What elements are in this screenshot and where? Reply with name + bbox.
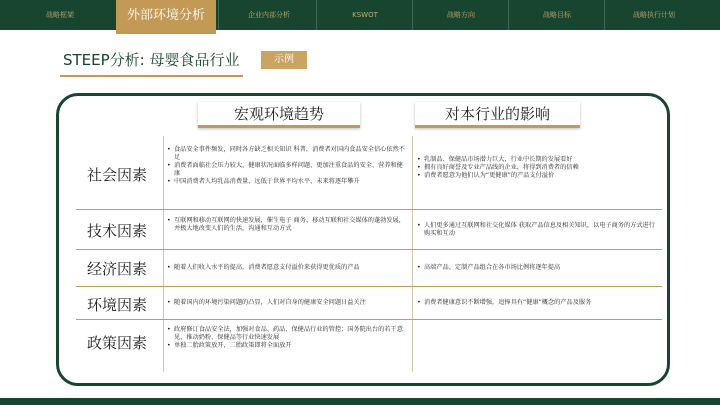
list-item: • 政府修订食品安全法，加强对食品、药品、保健品行业的管控；国务院出台的若干意见，推动奶粉、保健品等行业快速发展 — [167, 326, 407, 342]
list-item: • 乳制品、保健品市场潜力巨大，行业中长期的发展看好 — [417, 156, 657, 164]
cell-environment-impact — [417, 299, 657, 307]
cell-social-impact — [417, 156, 657, 180]
cell-economic-impact — [417, 264, 657, 272]
page-title: STEEP分析: 母婴食品行业 — [63, 51, 240, 69]
list-item: • 单独二胎政策放开，二胎政策即将全面放开 — [167, 342, 407, 350]
column-divider — [412, 136, 413, 372]
factor-economic: 经济因素 — [86, 260, 147, 278]
factor-technology: 技术因素 — [86, 222, 147, 240]
title-underline — [60, 75, 243, 77]
row-divider — [76, 286, 662, 287]
tab-external-analysis-active[interactable]: 外部环境分析 — [116, 0, 216, 34]
nav-divider — [218, 0, 219, 30]
factor-environment: 环境因素 — [86, 296, 147, 314]
list-item: • 高端产品、定制产品组合在各市场比例将逐年提高 — [417, 264, 657, 272]
list-item: • 食品安全事件频发，同时各方缺乏相关知识 科普，消费者对国内食品安全信心依然不足 — [167, 146, 407, 162]
list-item: • 中国消费者人均乳品消费量，远低于世界平均水平，未来将逐年攀升 — [167, 178, 407, 186]
list-item: • 消费者健康意识不断增强，追捧具有“健康”概念的产品及服务 — [417, 299, 657, 307]
tab-strategy-goals[interactable]: 战略目标 — [543, 11, 571, 19]
cell-technology-macro — [167, 217, 407, 233]
column-divider — [163, 136, 164, 372]
list-item: • 消费者面临社会压力较大，健康状况面临多样问题，更加注重食品的安全、营养和健康 — [167, 162, 407, 178]
factor-social: 社会因素 — [86, 166, 147, 184]
tab-strategy-direction[interactable]: 战略方向 — [447, 11, 475, 19]
cell-economic-macro — [167, 264, 407, 272]
cell-social-macro — [167, 146, 407, 186]
row-divider — [76, 209, 662, 210]
column-header-industry-impact: 对本行业的影响 — [415, 102, 580, 128]
list-item: • 随着人们收入水平的提高，消费者愿意支付溢价来获得更优质的产品 — [167, 264, 407, 272]
example-badge: 示例 — [261, 51, 307, 69]
tab-internal-analysis[interactable]: 企业内部分析 — [248, 11, 290, 19]
list-item: • 随着国内的环境污染问题的凸显，人们对自身的健康安全问题日益关注 — [167, 299, 407, 307]
tab-strategy-execution[interactable]: 战略执行计划 — [633, 11, 675, 19]
list-item: • 人们更多通过互联网和社交化媒体 获取产品信息及相关知识，以电子商务的方式进行购买和互动 — [417, 222, 657, 238]
cell-environment-macro — [167, 299, 407, 307]
nav-divider — [412, 0, 413, 30]
list-item: • 拥有良好商誉及专业产品线的企业，将得到消费者的信赖 — [417, 164, 657, 172]
nav-divider — [316, 0, 317, 30]
tab-strategy-framework[interactable]: 战略框架 — [46, 11, 74, 19]
nav-divider — [604, 0, 605, 30]
factor-policy: 政策因素 — [86, 334, 147, 352]
column-header-macro-trends: 宏观环境趋势 — [198, 102, 360, 128]
list-item: • 互联网和移动互联网的快速发展，催生电子 商务、移动互联和社交媒体的蓬勃发展，并极大地改变人们的生活，沟通和互动方式 — [167, 217, 407, 233]
top-nav-bar — [0, 0, 720, 30]
cell-policy-macro — [167, 326, 407, 350]
list-item: • 消费者愿意为他们认为“更健康”的产品支付溢价 — [417, 172, 657, 180]
nav-divider — [508, 0, 509, 30]
tab-kswot[interactable]: KSWOT — [352, 11, 378, 19]
cell-technology-impact — [417, 222, 657, 238]
row-divider — [76, 249, 662, 250]
footer-bar — [0, 398, 720, 405]
row-divider — [76, 319, 662, 320]
